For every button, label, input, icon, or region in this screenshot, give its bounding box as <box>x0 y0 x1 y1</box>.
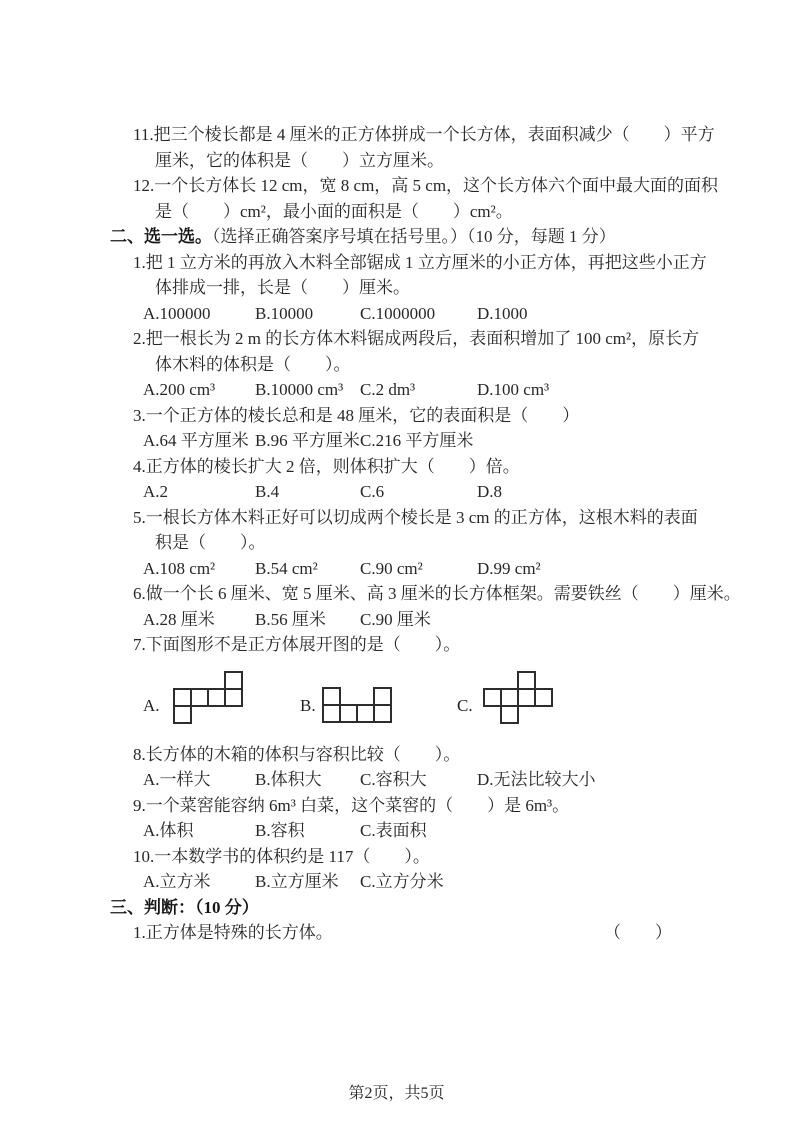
fill-question-11-line-1: 11.把三个棱长都是 4 厘米的正方体拼成一个长方体，表面积减少（ ）平方 <box>133 125 715 144</box>
choice-question-3-line-1: 3.一个正方体的棱长总和是 48 厘米，它的表面积是（ ） <box>133 405 580 425</box>
option-c: C.容积大 <box>360 770 427 789</box>
choice-question-1-line-2: 体排成一排，长是（ ）厘米。 <box>155 278 410 297</box>
option-c: C.90 厘米 <box>360 609 431 629</box>
fill-question-12-line-2: 是（ ）cm²，最小面的面积是（ ）cm²。 <box>155 201 513 221</box>
choice-question-4-options <box>110 479 690 505</box>
cube-net-c <box>483 671 553 724</box>
fill-question-12-line-1: 12.一个长方体长 12 cm，宽 8 cm，高 5 cm，这个长方体六个面中最大面的面积 <box>133 176 719 195</box>
option-b: B.56 厘米 <box>255 609 326 629</box>
option-a: A.立方米 <box>143 872 211 891</box>
choice-question-2-line-2: 体木料的体积是（ ）。 <box>155 354 351 374</box>
choice-question-6-options <box>110 607 690 633</box>
choice-question-8-line-1: 8.长方体的木箱的体积与容积比较（ ）。 <box>133 744 461 764</box>
judge-question-1-bracket: （ ） <box>604 923 672 942</box>
option-c: C.1000000 <box>360 303 436 323</box>
choice-question-4-line-1: 4.正方体的棱长扩大 2 倍，则体积扩大（ ）倍。 <box>133 456 520 476</box>
option-c: C.表面积 <box>360 821 427 840</box>
choice-question-5-line-1: 5.一根长方体木料正好可以切成两个棱长是 3 cm 的正方体，这根木料的表面 <box>133 507 698 527</box>
choice-question-9-options <box>110 818 690 844</box>
option-b: B.体积大 <box>255 770 322 789</box>
option-c: C.立方分米 <box>360 872 444 891</box>
option-b: B.10000 cm³ <box>255 380 344 399</box>
choice-question-5-line-2: 积是（ ）。 <box>155 533 266 552</box>
cube-net-a <box>173 671 243 724</box>
option-b: B.容积 <box>255 821 305 840</box>
option-a: A.100000 <box>143 303 211 323</box>
net-b-label: B. <box>300 695 316 715</box>
net-a-label: A. <box>143 695 160 715</box>
net-c-label: C. <box>457 695 473 715</box>
option-d: D.无法比较大小 <box>477 770 596 789</box>
net-square <box>224 688 243 707</box>
section-three-title: 三、判断：（10 分） <box>110 897 259 917</box>
option-a: A.2 <box>143 482 169 501</box>
fill-question-11-line-2: 厘米，它的体积是（ ）立方厘米。 <box>155 150 444 170</box>
option-b: B.立方厘米 <box>255 872 339 891</box>
option-b: B.96 平方厘米 <box>255 431 360 450</box>
net-square <box>500 705 519 724</box>
option-b: B.54 cm² <box>255 558 318 578</box>
choice-question-9-line-1: 9.一个菜窖能容纳 6m³ 白菜，这个菜窖的（ ）是 6m³。 <box>133 795 570 815</box>
cube-net-b <box>322 687 392 723</box>
net-square <box>373 704 392 723</box>
choice-question-2-options <box>110 377 690 403</box>
page-footer: 第2页，共5页 <box>348 1085 445 1102</box>
option-c: C.6 <box>360 482 385 501</box>
option-a: A.64 平方厘米 <box>143 431 249 450</box>
option-d: D.100 cm³ <box>477 380 550 399</box>
judge-question-1 <box>110 920 690 946</box>
paper-content <box>110 122 741 946</box>
section-two-title: 二、选一选。 <box>110 227 212 246</box>
judge-question-1-text: 1.正方体是特殊的长方体。 <box>133 923 333 942</box>
option-d: D.8 <box>477 482 503 501</box>
choice-question-10-line-1: 10.一本数学书的体积约是 117（ ）。 <box>133 846 430 866</box>
option-a: A.体积 <box>143 821 194 840</box>
option-b: B.10000 <box>255 303 314 323</box>
option-d: D.1000 <box>477 303 528 323</box>
option-c: C.216 平方厘米 <box>360 431 474 450</box>
option-d: D.99 cm² <box>477 558 541 578</box>
option-a: A.28 厘米 <box>143 609 215 629</box>
option-c: C.90 cm² <box>360 558 423 578</box>
choice-question-2-line-1: 2.把一根长为 2 m 的长方体木料锯成两段后，表面积增加了 100 cm²，原长方 <box>133 329 700 348</box>
net-square <box>534 688 553 707</box>
choice-question-5-options <box>110 556 690 582</box>
section-two-heading <box>110 224 690 250</box>
choice-question-7-line-1: 7.下面图形不是正方体展开图的是（ ）。 <box>133 635 461 654</box>
choice-question-8-options <box>110 767 690 793</box>
choice-question-10-options <box>110 869 690 895</box>
section-two-note: （选择正确答案序号填在括号里。）（10 分，每题 1 分） <box>212 227 616 246</box>
choice-question-1-options <box>110 301 690 327</box>
net-square <box>173 705 192 724</box>
choice-question-3-options <box>110 428 690 454</box>
choice-question-1-line-1: 1.把 1 立方米的再放入木料全部锯成 1 立方厘米的小正方体，再把这些小正方 <box>133 252 707 272</box>
option-a: A.200 cm³ <box>143 380 216 399</box>
choice-question-6-line-1: 6.做一个长 6 厘米、宽 5 厘米、高 3 厘米的长方体框架。需要铁丝（ ）厘米。 <box>133 584 741 603</box>
option-c: C.2 dm³ <box>360 380 416 399</box>
cube-nets-figure <box>110 658 690 742</box>
option-b: B.4 <box>255 482 280 501</box>
option-a: A.一样大 <box>143 770 211 789</box>
option-a: A.108 cm² <box>143 558 216 578</box>
section-three-heading <box>110 895 690 921</box>
